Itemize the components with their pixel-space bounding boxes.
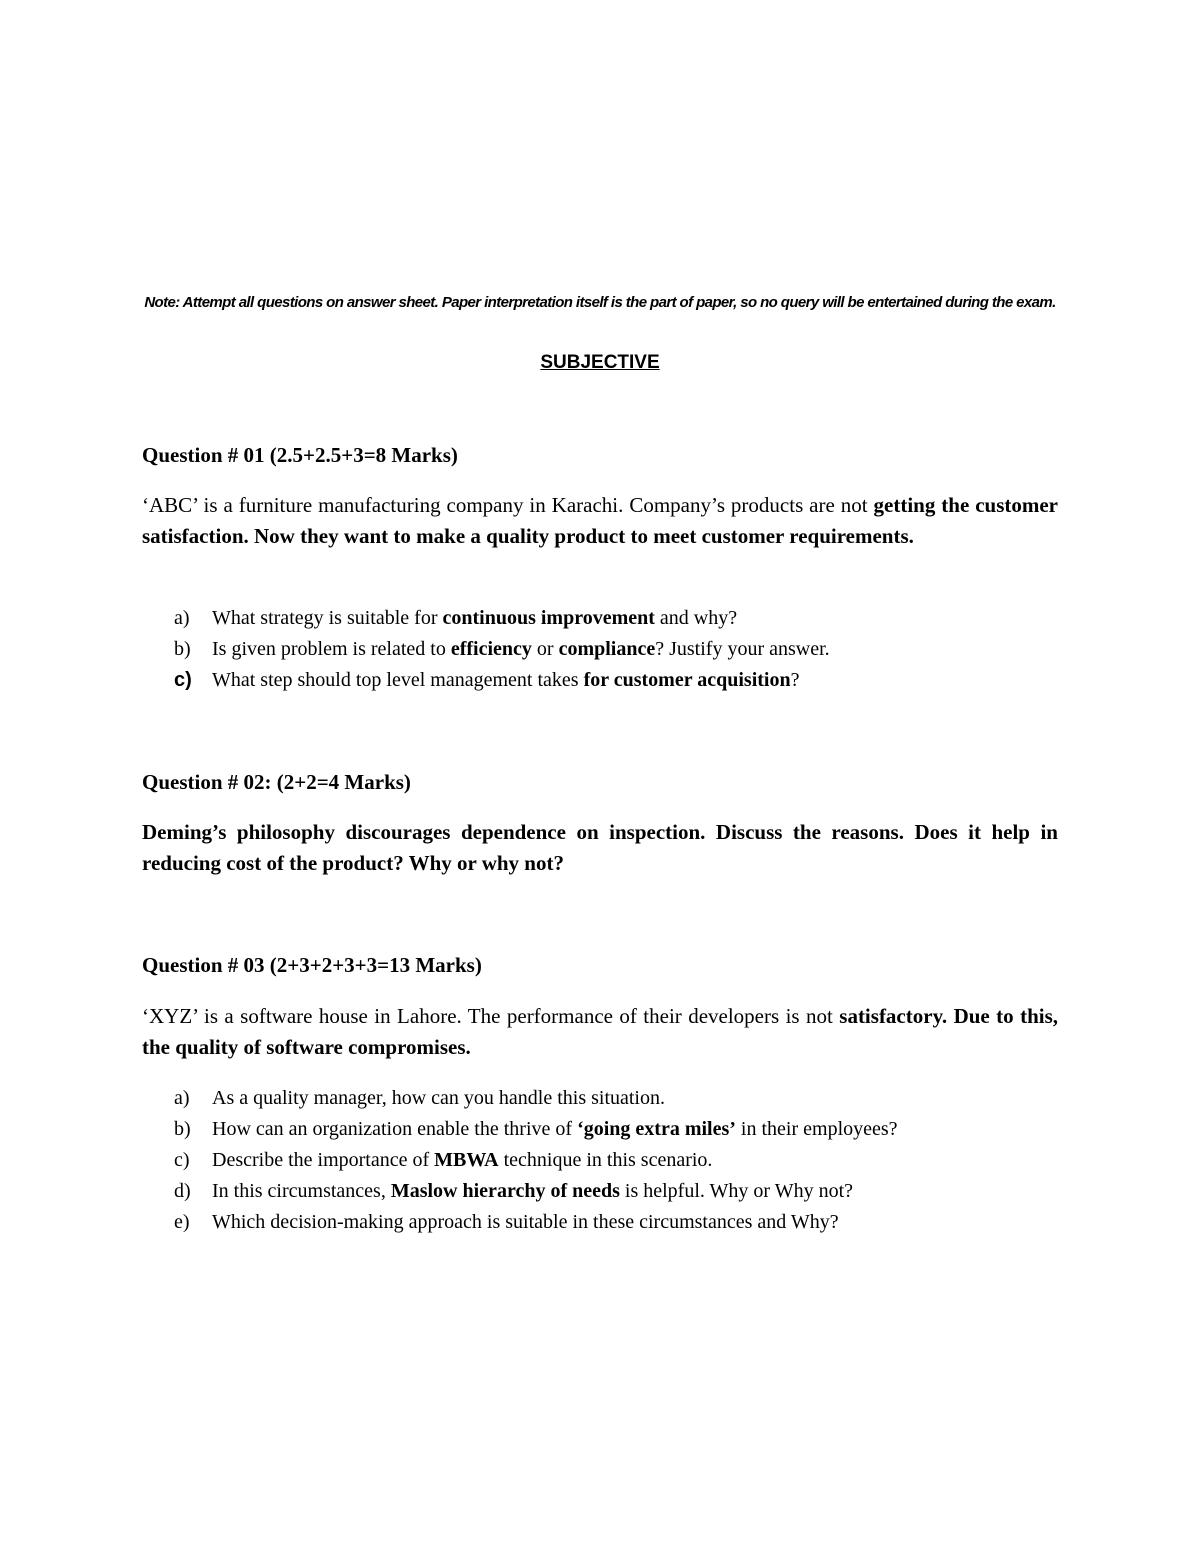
list-marker: c) [174,669,192,691]
exam-note: Note: Attempt all questions on answer sheet. Paper interpretation itself is the part of paper, so no query will be entertained during the exam. [144,294,1056,311]
list-marker: b) [174,1118,191,1140]
question-1-intro-bold: getting the customer satisfaction. Now they want to make a quality product to meet customer requirements. [142,493,1058,548]
question-1-part-a [174,603,1054,634]
part-emphasis: MBWA [434,1149,499,1171]
part-text: How can an organization enable the thrive of [212,1118,578,1140]
list-marker: a) [174,1087,190,1109]
question-3-intro-bold: satisfactory. Due to this, the quality of software compromises. [142,1004,1058,1059]
question-3-part-b [174,1114,1054,1145]
list-marker: d) [174,1180,191,1202]
question-1-parts [174,603,1054,696]
part-emphasis: compliance [558,638,656,660]
list-marker: c) [174,1149,190,1171]
question-3-intro-plain: ‘XYZ’ is a software house in Lahore. The performance of their developers is not [142,1004,840,1028]
question-2-title: Question # 02: (2+2=4 Marks) [142,770,411,794]
part-text: in their employees? [735,1118,898,1140]
part-emphasis: Maslow hierarchy of needs [390,1180,620,1202]
question-3-title: Question # 03 (2+3+2+3+3=13 Marks) [142,953,482,977]
question-1-part-b [174,634,1054,665]
question-3-intro [142,1001,1058,1063]
question-3-part-c [174,1145,1054,1176]
section-heading: SUBJECTIVE [540,352,660,373]
part-text: is helpful. Why or Why not? [619,1180,854,1202]
list-marker: e) [174,1211,190,1233]
question-1-part-c [174,665,1054,696]
part-text: technique in this scenario. [498,1149,713,1171]
part-emphasis: for customer acquisition [583,669,791,691]
part-text: As a quality manager, how can you handle this situation. [212,1087,665,1109]
question-3-part-d [174,1176,1054,1207]
question-2-body: Deming’s philosophy discourages dependence on inspection. Discuss the reasons. Does it help in reducing cost of the product? Why or why not? [142,820,1058,875]
part-text: What strategy is suitable for [212,607,443,629]
question-1-intro [142,490,1058,552]
part-text: and why? [654,607,738,629]
part-emphasis: ‘going extra miles’ [577,1118,736,1140]
part-text: Which decision-making approach is suitable in these circumstances and Why? [212,1211,839,1233]
part-text: or [531,638,559,660]
question-1-intro-plain: ‘ABC’ is a furniture manufacturing company in Karachi. Company’s products are not [142,493,874,517]
question-3-parts [174,1083,1054,1238]
question-3-part-e [174,1207,1054,1238]
part-emphasis: efficiency [450,638,532,660]
part-text: Describe the importance of [212,1149,435,1171]
question-3-part-a [174,1083,1054,1114]
part-text: ? [790,669,800,691]
list-marker: b) [174,638,191,660]
list-marker: a) [174,607,190,629]
part-text: Is given problem is related to [212,638,451,660]
part-text: ? Justify your answer. [655,638,830,660]
part-emphasis: continuous improvement [442,607,655,629]
question-1-title: Question # 01 (2.5+2.5+3=8 Marks) [142,443,458,467]
part-text: What step should top level management takes [212,669,584,691]
part-text: In this circumstances, [212,1180,391,1202]
